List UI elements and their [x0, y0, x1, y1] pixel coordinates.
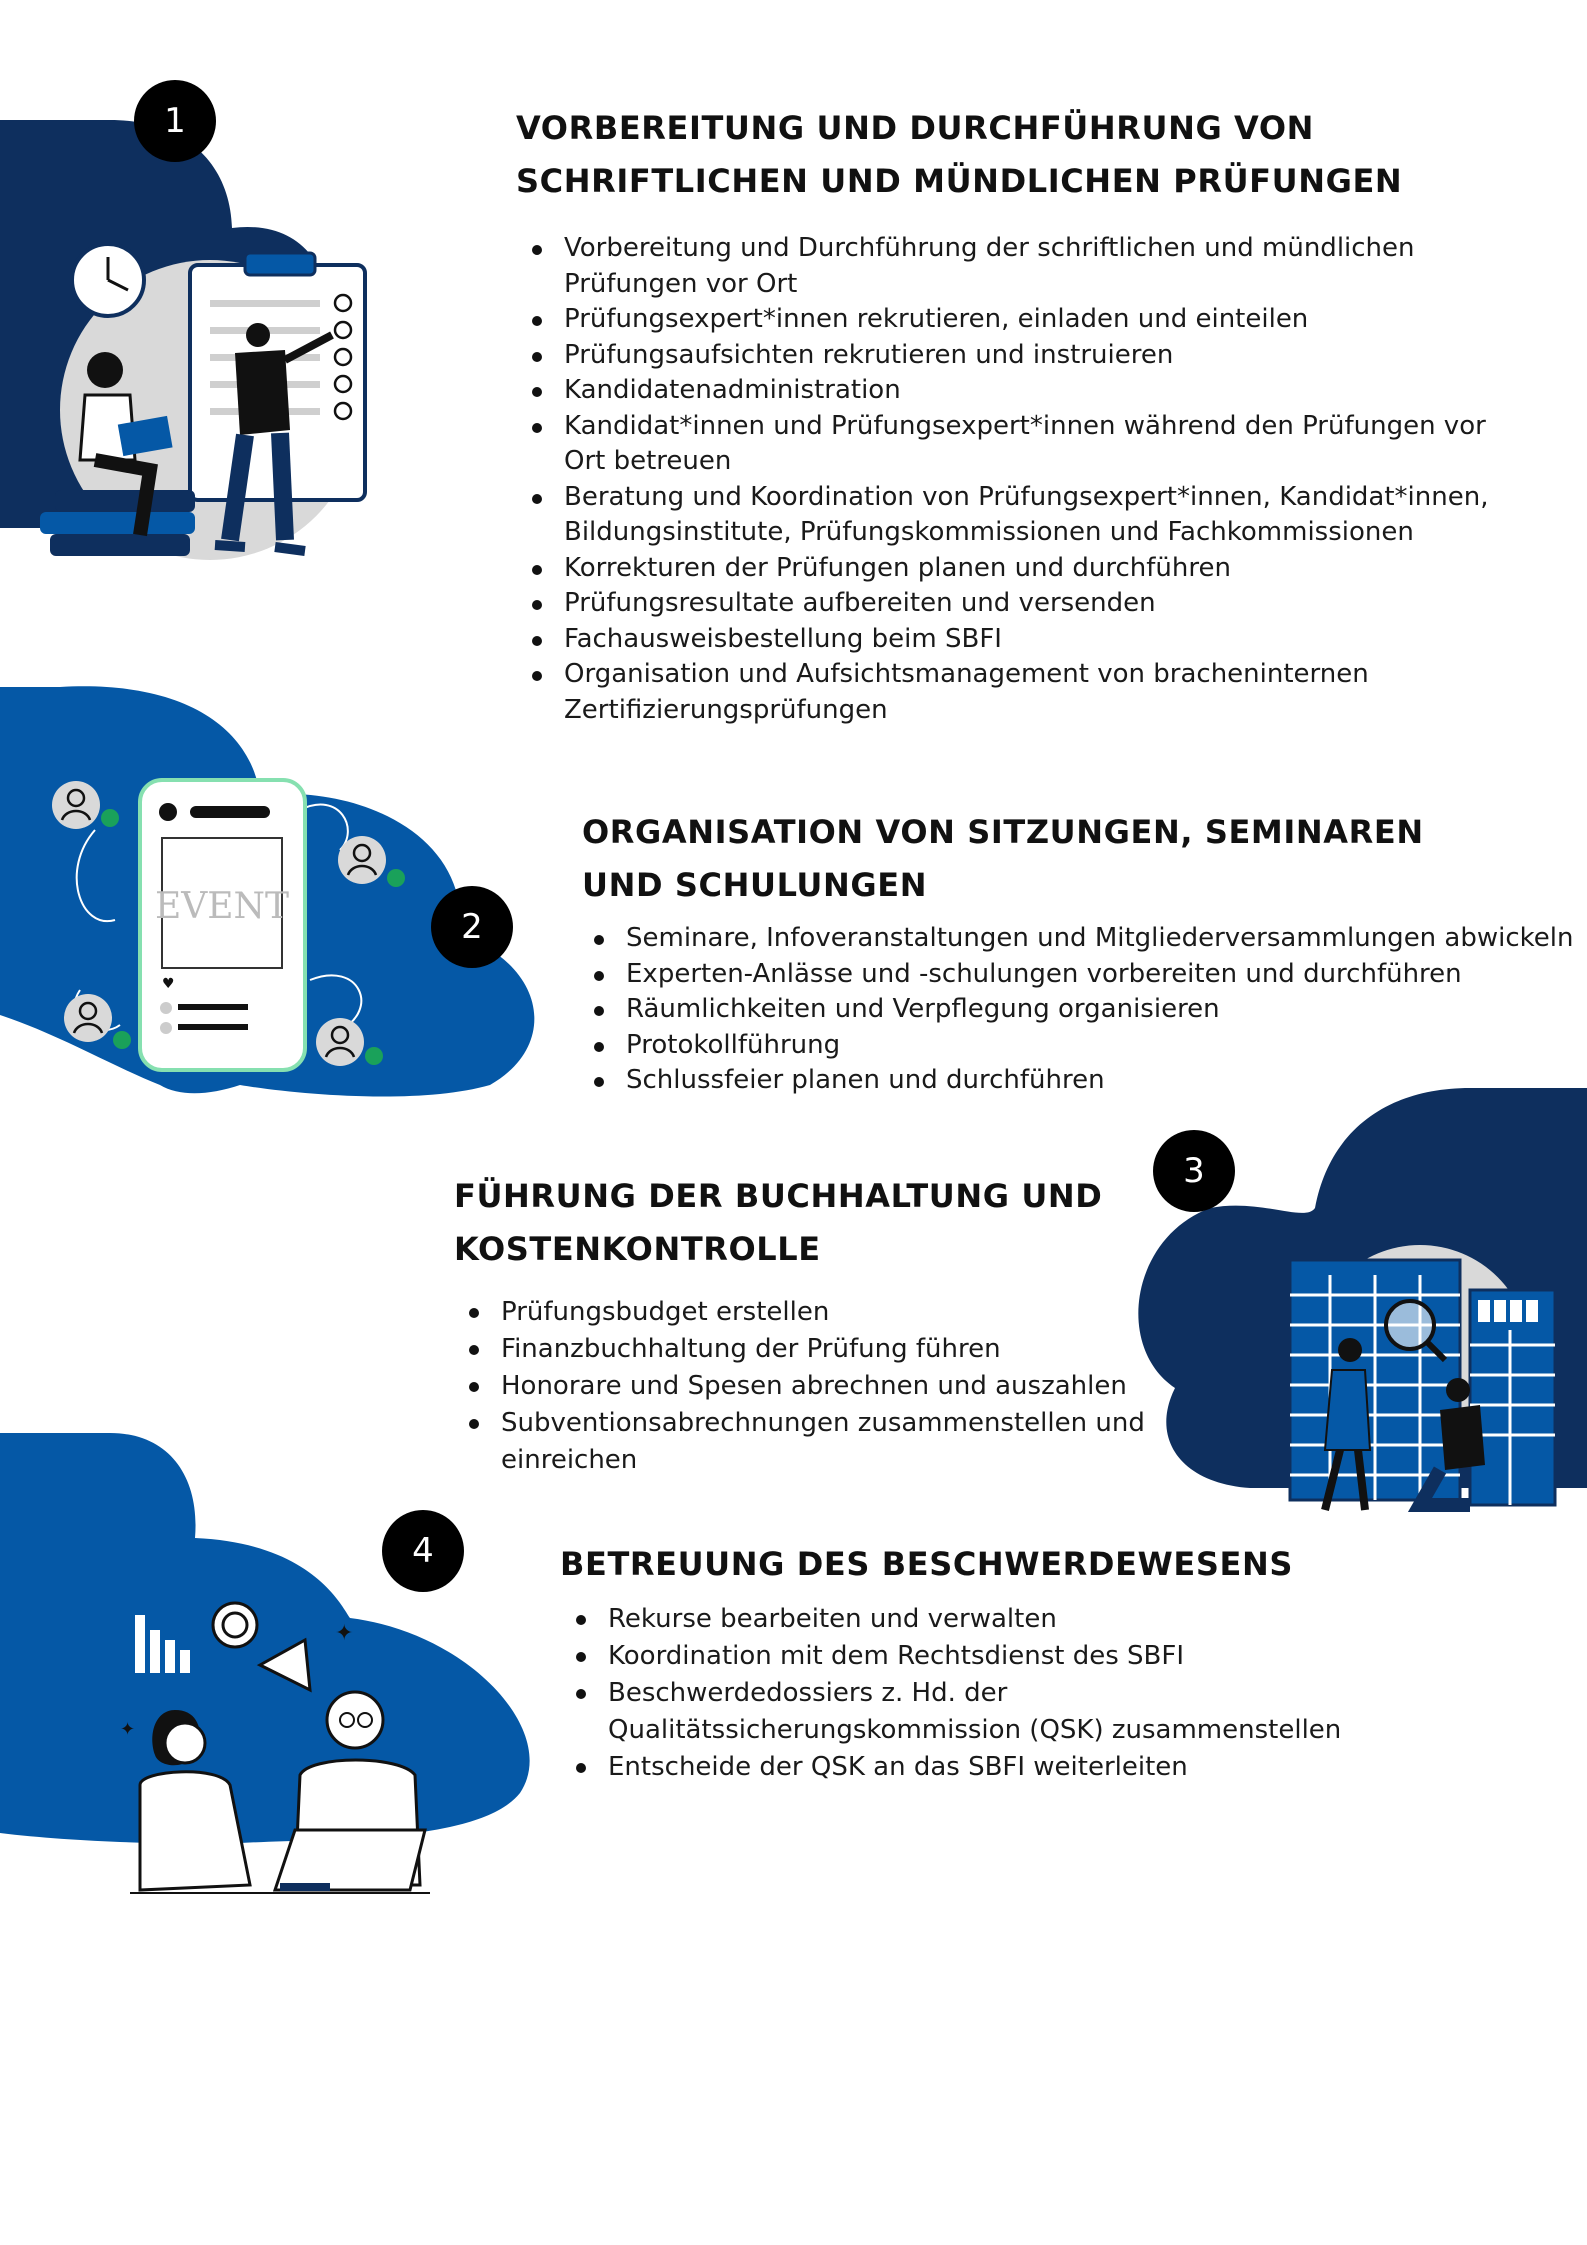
exam-checklist-illustration [40, 235, 380, 565]
list-item: Protokollführung [626, 1028, 1587, 1064]
list-item: Beschwerdedossiers z. Hd. der Qualitätssicherungskommission (QSK) zusammenstellen [608, 1675, 1388, 1749]
svg-text:✦: ✦ [120, 1719, 136, 1740]
phone-icon [140, 780, 305, 1070]
section-3-number: 3 [1183, 1151, 1205, 1191]
section-2-number-badge [431, 886, 513, 968]
list-item: Entscheide der QSK an das SBFI weiterleiten [608, 1749, 1448, 1786]
list-item: Seminare, Infoveranstaltungen und Mitgliederversammlungen abwickeln [626, 921, 1587, 957]
user-avatar-icon [316, 1018, 383, 1066]
section-4-title-line-1: BETREUUNG DES BESCHWERDEWESENS [560, 1545, 1294, 1583]
list-item: Vorbereitung und Durchführung der schriftlichen und mündlichen Prüfungen vor Ort [564, 231, 1424, 302]
list-item: Korrekturen der Prüfungen planen und durchführen [564, 551, 1587, 587]
list-item: Koordination mit dem Rechtsdienst des SBFI [608, 1638, 1448, 1675]
list-item: Beratung und Koordination von Prüfungsexpert*innen, Kandidat*innen, Bildungsinstitute, Prüfungskommissionen und Fachkommissionen [564, 480, 1514, 551]
section-1-title [516, 102, 1402, 208]
clock-icon [72, 244, 144, 316]
list-item: Organisation und Aufsichtsmanagement von bracheninternen Zertifizierungsprüfungen [564, 657, 1414, 728]
list-item: Finanzbuchhaltung der Prüfung führen [501, 1331, 1201, 1368]
user-avatar-icon [64, 994, 131, 1049]
people-discussion-illustration [100, 1585, 440, 1900]
svg-text:✦: ✦ [335, 1621, 354, 1646]
list-item: Prüfungsaufsichten rekrutieren und instruieren [564, 338, 1587, 374]
section-2-list [578, 921, 1587, 1099]
list-item: Prüfungsbudget erstellen [501, 1294, 1201, 1331]
bar-chart-icon [135, 1615, 190, 1673]
section-3-title-line-1: FÜHRUNG DER BUCHHALTUNG UND [454, 1177, 1103, 1215]
heart-icon: ♥ [162, 976, 175, 992]
list-item: Kandidatenadministration [564, 373, 1587, 409]
section-1-number-badge [134, 80, 216, 162]
list-item: Räumlichkeiten und Verpflegung organisieren [626, 992, 1587, 1028]
section-1-number: 1 [164, 101, 186, 141]
list-item: Rekurse bearbeiten und verwalten [608, 1601, 1448, 1638]
section-4-number: 4 [412, 1531, 434, 1571]
section-2-title [582, 806, 1424, 912]
section-3-number-badge [1153, 1130, 1235, 1212]
list-item: Prüfungsresultate aufbereiten und versenden [564, 586, 1587, 622]
list-item: Kandidat*innen und Prüfungsexpert*innen während den Prüfungen vor Ort betreuen [564, 409, 1514, 480]
accounting-spreadsheet-illustration [1270, 1235, 1570, 1525]
section-1-title-line-1: VORBEREITUNG UND DURCHFÜHRUNG VON [516, 109, 1315, 147]
list-item: Honorare und Spesen abrechnen und auszahlen [501, 1368, 1201, 1405]
laptop-icon [275, 1830, 425, 1891]
section-2-title-line-1: ORGANISATION VON SITZUNGEN, SEMINAREN [582, 813, 1424, 851]
list-item: Experten-Anlässe und -schulungen vorbereiten und durchführen [626, 957, 1587, 993]
section-2-number: 2 [461, 907, 483, 947]
section-4-title [560, 1538, 1293, 1591]
list-item: Subventionsabrechnungen zusammenstellen und einreichen [501, 1405, 1161, 1479]
event-label: EVENT [154, 886, 290, 927]
list-item: Fachausweisbestellung beim SBFI [564, 622, 1587, 658]
section-3-title-line-2: KOSTENKONTROLLE [454, 1230, 821, 1268]
target-icon [213, 1603, 257, 1647]
user-avatar-icon [52, 781, 119, 829]
section-3-list [453, 1294, 1201, 1479]
section-4-list [560, 1601, 1448, 1786]
list-item: Schlussfeier planen und durchführen [626, 1063, 1587, 1099]
section-1-list [516, 231, 1587, 728]
section-4-number-badge [382, 1510, 464, 1592]
user-avatar-icon [338, 836, 405, 887]
list-item: Prüfungsexpert*innen rekrutieren, einladen und einteilen [564, 302, 1587, 338]
woman-thinking-figure [140, 1710, 250, 1890]
section-1-title-line-2: SCHRIFTLICHEN UND MÜNDLICHEN PRÜFUNGEN [516, 162, 1403, 200]
section-2-title-line-2: UND SCHULUNGEN [582, 866, 928, 904]
section-3-title [454, 1170, 1102, 1276]
megaphone-icon [260, 1640, 310, 1690]
event-phone-illustration [40, 770, 420, 1080]
